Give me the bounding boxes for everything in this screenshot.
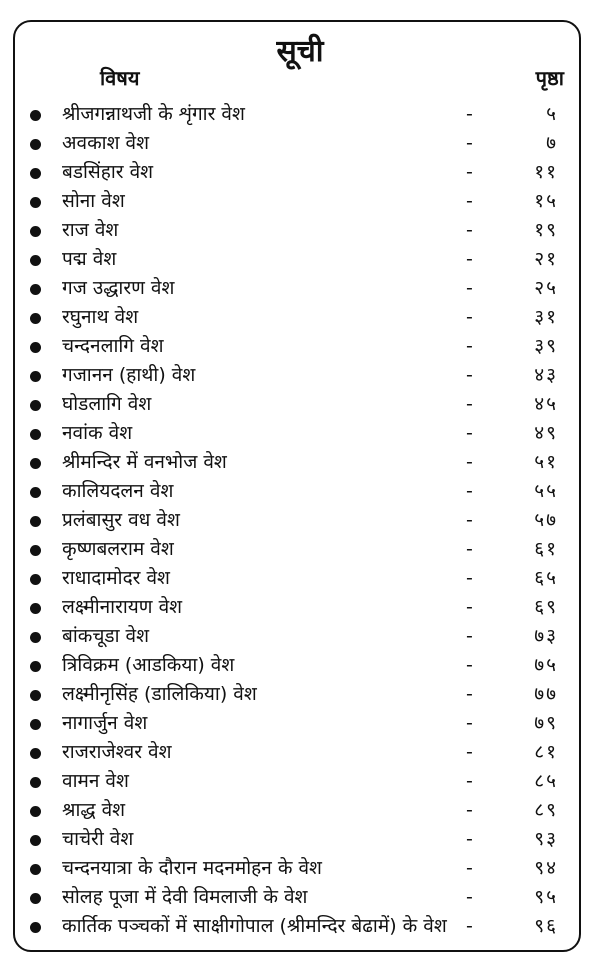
item-page-number: ४९ xyxy=(534,422,558,444)
item-page-number: ७५ xyxy=(534,654,558,676)
item-dash: - xyxy=(466,422,473,444)
item-title: श्रीमन्दिर में वनभोज वेश xyxy=(62,451,227,473)
item-page-number: ८५ xyxy=(534,770,558,792)
list-item xyxy=(26,390,566,419)
item-page-number: ३१ xyxy=(534,306,558,328)
item-title: चन्दनयात्रा के दौरान मदनमोहन के वेश xyxy=(62,857,322,879)
item-dash: - xyxy=(466,712,473,734)
list-item xyxy=(26,738,566,767)
item-dash: - xyxy=(466,132,473,154)
item-title: श्राद्ध वेश xyxy=(62,799,126,821)
item-dash: - xyxy=(466,857,473,879)
subject-column-header: विषय xyxy=(100,66,140,90)
item-page-number: ८१ xyxy=(534,741,558,763)
item-title: नागार्जुन वेश xyxy=(62,712,148,734)
item-dash: - xyxy=(466,741,473,763)
item-page-number: १९ xyxy=(534,219,558,241)
item-title: राजराजेश्वर वेश xyxy=(62,741,172,763)
item-page-number: ५५ xyxy=(534,480,558,502)
item-dash: - xyxy=(466,683,473,705)
list-item xyxy=(26,535,566,564)
list-item xyxy=(26,187,566,216)
bullet-icon xyxy=(30,864,41,875)
item-dash: - xyxy=(466,480,473,502)
item-title: चन्दनलागि वेश xyxy=(62,335,164,357)
bullet-icon xyxy=(30,893,41,904)
item-dash: - xyxy=(466,770,473,792)
item-dash: - xyxy=(466,190,473,212)
bullet-icon xyxy=(30,429,41,440)
bullet-icon xyxy=(30,661,41,672)
item-dash: - xyxy=(466,306,473,328)
item-title: प्रलंबासुर वध वेश xyxy=(62,509,180,531)
item-dash: - xyxy=(466,567,473,589)
bullet-icon xyxy=(30,835,41,846)
item-page-number: ९६ xyxy=(534,915,558,937)
list-item xyxy=(26,564,566,593)
list-item xyxy=(26,593,566,622)
bullet-icon xyxy=(30,719,41,730)
bullet-icon xyxy=(30,806,41,817)
bullet-icon xyxy=(30,487,41,498)
list-item xyxy=(26,216,566,245)
item-dash: - xyxy=(466,509,473,531)
bullet-icon xyxy=(30,574,41,585)
item-dash: - xyxy=(466,161,473,183)
item-title: सोलह पूजा में देवी विमलाजी के वेश xyxy=(62,886,308,908)
item-page-number: २५ xyxy=(534,277,558,299)
list-item xyxy=(26,245,566,274)
item-dash: - xyxy=(466,219,473,241)
bullet-icon xyxy=(30,197,41,208)
item-title: कृष्णबलराम वेश xyxy=(62,538,174,560)
item-dash: - xyxy=(466,277,473,299)
list-item xyxy=(26,825,566,854)
list-item xyxy=(26,709,566,738)
list-item xyxy=(26,796,566,825)
bullet-icon xyxy=(30,458,41,469)
item-title: त्रिविक्रम (आडकिया) वेश xyxy=(62,654,235,676)
item-dash: - xyxy=(466,335,473,357)
item-title: सोना वेश xyxy=(62,190,125,212)
item-title: कार्तिक पञ्चकों में साक्षीगोपाल (श्रीमन्दिर बेढामें) के वेश xyxy=(62,915,447,937)
bullet-icon xyxy=(30,777,41,788)
list-item xyxy=(26,912,566,941)
list-item xyxy=(26,854,566,883)
item-dash: - xyxy=(466,625,473,647)
item-title: लक्ष्मीनारायण वेश xyxy=(62,596,183,618)
item-title: श्रीजगन्नाथजी के शृंगार वेश xyxy=(62,103,245,125)
bullet-icon xyxy=(30,603,41,614)
item-page-number: १५ xyxy=(534,190,558,212)
bullet-icon xyxy=(30,545,41,556)
item-page-number: ८९ xyxy=(534,799,558,821)
bullet-icon xyxy=(30,690,41,701)
item-title: गजानन (हाथी) वेश xyxy=(62,364,196,386)
list-item xyxy=(26,651,566,680)
item-page-number: ६९ xyxy=(534,596,558,618)
item-title: बडसिंहार वेश xyxy=(62,161,154,183)
bullet-icon xyxy=(30,748,41,759)
list-item xyxy=(26,303,566,332)
item-dash: - xyxy=(466,886,473,908)
list-item xyxy=(26,361,566,390)
item-page-number: ७९ xyxy=(534,712,558,734)
item-title: लक्ष्मीनृसिंह (डालिकिया) वेश xyxy=(62,683,257,705)
item-dash: - xyxy=(466,103,473,125)
item-dash: - xyxy=(466,364,473,386)
item-page-number: ७ xyxy=(546,132,558,154)
item-page-number: ५१ xyxy=(534,451,558,473)
bullet-icon xyxy=(30,400,41,411)
bullet-icon xyxy=(30,922,41,933)
page-title: सूची xyxy=(276,34,324,69)
item-page-number: ७७ xyxy=(534,683,558,705)
item-title: राधादामोदर वेश xyxy=(62,567,170,589)
bullet-icon xyxy=(30,168,41,179)
item-page-number: ९४ xyxy=(534,857,558,879)
item-title: नवांक वेश xyxy=(62,422,133,444)
item-page-number: २१ xyxy=(534,248,558,270)
bullet-icon xyxy=(30,110,41,121)
list-item xyxy=(26,274,566,303)
item-title: वामन वेश xyxy=(62,770,129,792)
bullet-icon xyxy=(30,313,41,324)
item-dash: - xyxy=(466,828,473,850)
item-title: घोडलागि वेश xyxy=(62,393,152,415)
bullet-icon xyxy=(30,342,41,353)
contents-list xyxy=(26,100,566,941)
list-item xyxy=(26,622,566,651)
item-title: राज वेश xyxy=(62,219,119,241)
item-dash: - xyxy=(466,915,473,937)
item-title: अवकाश वेश xyxy=(62,132,150,154)
item-page-number: ७३ xyxy=(534,625,558,647)
item-title: बांकचूडा वेश xyxy=(62,625,150,647)
list-item xyxy=(26,158,566,187)
bullet-icon xyxy=(30,371,41,382)
item-page-number: ६१ xyxy=(534,538,558,560)
item-page-number: ९५ xyxy=(534,886,558,908)
item-dash: - xyxy=(466,393,473,415)
list-item xyxy=(26,883,566,912)
item-title: कालियदलन वेश xyxy=(62,480,174,502)
list-item xyxy=(26,129,566,158)
list-item xyxy=(26,680,566,709)
bullet-icon xyxy=(30,632,41,643)
list-item xyxy=(26,448,566,477)
item-page-number: ३९ xyxy=(534,335,558,357)
item-page-number: ५ xyxy=(546,103,558,125)
item-dash: - xyxy=(466,596,473,618)
list-item xyxy=(26,477,566,506)
item-title: चाचेरी वेश xyxy=(62,828,134,850)
item-dash: - xyxy=(466,451,473,473)
item-dash: - xyxy=(466,799,473,821)
item-title: रघुनाथ वेश xyxy=(62,306,139,328)
item-dash: - xyxy=(466,538,473,560)
bullet-icon xyxy=(30,226,41,237)
item-title: गज उद्धारण वेश xyxy=(62,277,175,299)
item-page-number: ४३ xyxy=(534,364,558,386)
item-page-number: ९३ xyxy=(534,828,558,850)
list-item xyxy=(26,100,566,129)
item-page-number: ५७ xyxy=(534,509,558,531)
item-page-number: ४५ xyxy=(534,393,558,415)
item-page-number: ११ xyxy=(534,161,558,183)
list-item xyxy=(26,419,566,448)
bullet-icon xyxy=(30,255,41,266)
page-column-header: पृष्ठा xyxy=(535,66,564,90)
list-item xyxy=(26,332,566,361)
item-page-number: ६५ xyxy=(534,567,558,589)
list-item xyxy=(26,506,566,535)
list-item xyxy=(26,767,566,796)
bullet-icon xyxy=(30,516,41,527)
item-dash: - xyxy=(466,654,473,676)
item-title: पद्म वेश xyxy=(62,248,117,270)
item-dash: - xyxy=(466,248,473,270)
bullet-icon xyxy=(30,284,41,295)
bullet-icon xyxy=(30,139,41,150)
